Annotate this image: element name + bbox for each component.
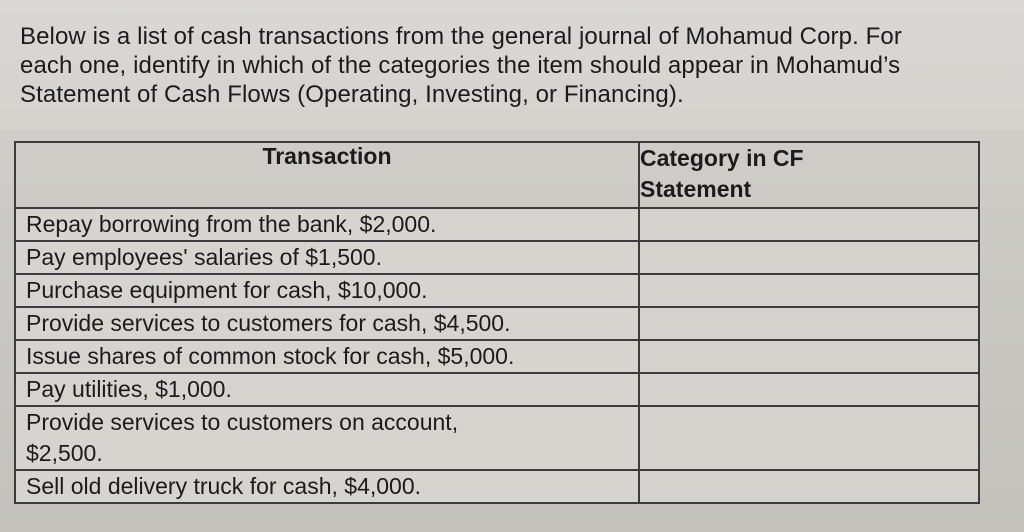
transaction-cell: Sell old delivery truck for cash, $4,000. [15,470,639,503]
category-cell[interactable] [639,241,979,274]
transaction-cell: Repay borrowing from the bank, $2,000. [15,208,639,241]
transaction-cell: Pay utilities, $1,000. [15,373,639,406]
category-cell[interactable] [639,373,979,406]
category-cell[interactable] [639,307,979,340]
instructions-line-3: Statement of Cash Flows (Operating, Investing, or Financing). [20,81,684,108]
table-row [15,373,979,406]
transaction-cell: Pay employees' salaries of $1,500. [15,241,639,274]
category-cell[interactable] [639,208,979,241]
table-row [15,340,979,373]
header-category [639,142,979,208]
table-row [15,406,979,470]
transaction-cell: Purchase equipment for cash, $10,000. [15,274,639,307]
transaction-cell: Issue shares of common stock for cash, $5,000. [15,340,639,373]
category-cell[interactable] [639,340,979,373]
transaction-cell [15,406,639,470]
table-row [15,208,979,241]
category-cell[interactable] [639,274,979,307]
instructions-line-2: each one, identify in which of the categories the item should appear in Mohamud’s [20,52,901,79]
header-category-line-2: Statement [640,176,752,202]
category-cell[interactable] [639,470,979,503]
table-row [15,470,979,503]
category-cell[interactable] [639,406,979,470]
table-row [15,274,979,307]
transaction-line-1: Provide services to customers on account, [26,409,459,435]
table-row [15,307,979,340]
transaction-line-2: $2,500. [26,440,103,466]
table-header-row [15,142,979,208]
transactions-table [14,141,980,504]
header-transaction: Transaction [15,142,639,208]
table-row [15,241,979,274]
instructions-line-1: Below is a list of cash transactions from the general journal of Mohamud Corp. For [20,23,902,50]
transaction-cell: Provide services to customers for cash, $4,500. [15,307,639,340]
header-category-line-1: Category in CF [640,145,804,171]
instructions-paragraph [20,22,980,109]
